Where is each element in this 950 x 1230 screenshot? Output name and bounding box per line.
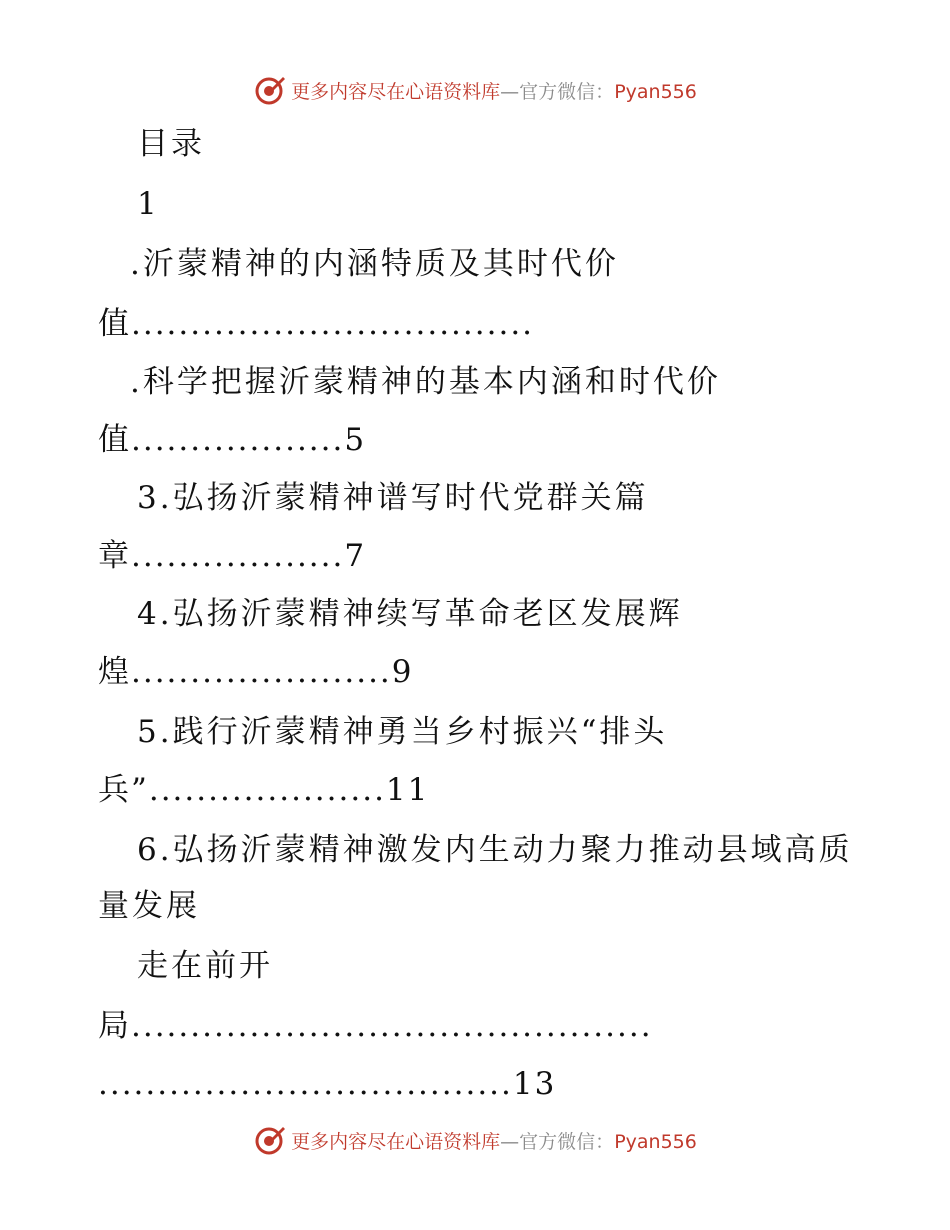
toc-title: 目录 (137, 126, 205, 162)
toc-line-14: 局............................................ (98, 1008, 653, 1044)
toc-line-7: 4.弘扬沂蒙精神续写革命老区发展辉 (137, 596, 683, 632)
footer-text-contact: 官方微信： (519, 1130, 615, 1153)
toc-line-10: 兵”....................11 (98, 772, 430, 808)
toc-line-13: 走在前开 (137, 948, 273, 984)
header-text-main: 更多内容尽在心语资料库 (291, 80, 501, 103)
footer-watermark (0, 1120, 950, 1160)
header-watermark (0, 70, 950, 110)
pen-logo-icon (253, 1123, 287, 1157)
toc-line-4: 值..................5 (98, 422, 367, 458)
toc-line-5: 3.弘扬沂蒙精神谱写时代党群关篇 (137, 480, 649, 516)
footer-text-dash: — (500, 1130, 520, 1153)
toc-line-8: 煌......................9 (98, 654, 414, 690)
toc-line-11: 6.弘扬沂蒙精神激发内生动力聚力推动县域高质 (137, 832, 853, 868)
toc-line-15: ...................................13 (98, 1066, 557, 1102)
toc-line-12: 量发展 (98, 888, 200, 924)
header-text-dash: — (500, 80, 520, 103)
toc-line-3: .科学把握沂蒙精神的基本内涵和时代价 (130, 364, 721, 400)
header-text-contact: 官方微信： (519, 80, 615, 103)
header-text-id: Pyan556 (614, 80, 697, 103)
toc-line-9: 5.践行沂蒙精神勇当乡村振兴“排头 (137, 714, 668, 750)
toc-line-2: 值.................................. (98, 306, 535, 342)
footer-text-main: 更多内容尽在心语资料库 (291, 1130, 501, 1153)
toc-number: 1 (137, 186, 160, 222)
pen-logo-icon (253, 73, 287, 107)
toc-line-1: .沂蒙精神的内涵特质及其时代价 (130, 246, 619, 282)
footer-text-id: Pyan556 (614, 1130, 697, 1153)
toc-line-6: 章..................7 (98, 538, 367, 574)
